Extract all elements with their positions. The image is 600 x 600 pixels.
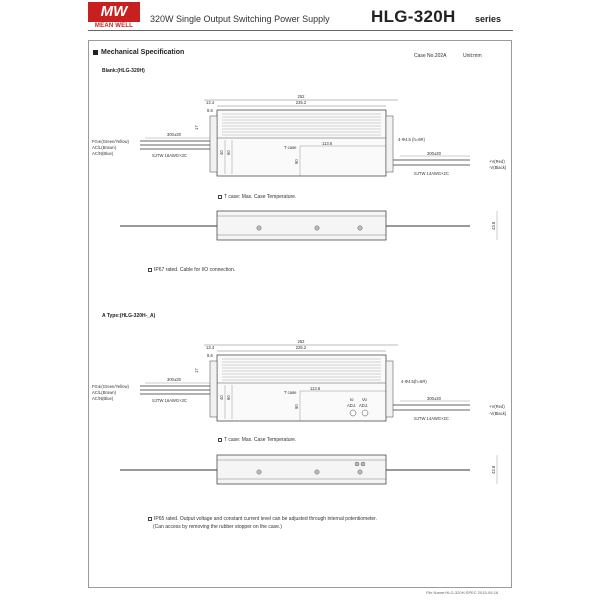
atype-dim-tc: 113.6 — [310, 386, 321, 391]
atype-dim-left: 13.4 — [206, 345, 215, 350]
atype-dim-cable-right: 300±30 — [427, 396, 441, 401]
series-label: series — [475, 14, 502, 24]
unit-label: Unit:mm — [463, 53, 482, 59]
blank-heading: Blank:(HLG-320H) — [102, 68, 145, 74]
atype-note-ip-text: IP65 rated. Output voltage and constant current level can be adjusted through internal potentiometer. — [154, 516, 377, 522]
atype-dim-small: 8.6 — [207, 353, 213, 358]
case-number: Case No.202A — [414, 53, 447, 59]
atype-wire-fg: FG⊕(Green/Yellow) — [92, 384, 129, 389]
blank-note-ip-text: IP67 rated. Cable for I/O connection. — [154, 267, 236, 273]
blank-wire-vplus: +V(Red) — [489, 159, 505, 164]
atype-io-label: Io — [350, 397, 354, 402]
atype-cable-out: SJTW 14AWG×2C — [414, 416, 449, 421]
atype-dim-body: 225.2 — [295, 345, 307, 350]
atype-note-tcase-text: T case: Max. Case Temperature. — [224, 437, 297, 443]
section-title-text: Mechanical Specification — [101, 49, 185, 56]
blank-dim-total: 252 — [297, 94, 305, 99]
blank-dim-cable-left: 300±30 — [167, 132, 181, 137]
logo-mark: MW — [88, 2, 140, 22]
atype-top-view — [92, 339, 507, 421]
atype-io-adj: ADJ. — [347, 403, 357, 408]
atype-dim-40: 40 — [219, 395, 224, 400]
io-pot-icon — [350, 410, 356, 416]
blank-dim-body: 225.2 — [295, 100, 307, 105]
blank-wire-acn: AC/N(Blue) — [92, 151, 114, 156]
model-name: HLG-320H — [371, 7, 456, 26]
blank-dim-90: 90 — [294, 159, 299, 164]
blank-dim-60: 60 — [226, 150, 231, 155]
blank-dim-small: 8.6 — [207, 108, 213, 113]
atype-dim-total: 252 — [297, 339, 305, 344]
atype-note-tcase — [218, 437, 296, 443]
atype-dim-cable-left: 300±30 — [167, 377, 181, 382]
blank-cable-in: SJTW 16AWG×3C — [152, 153, 187, 158]
atype-dim-90: 90 — [294, 404, 299, 409]
logo-wordmark: MEAN WELL — [94, 23, 134, 29]
checkbox-mark-icon — [148, 517, 152, 521]
file-name-footer: File Name:HLG-320H-SPEC 2015-09-16 — [426, 590, 499, 595]
atype-wire-vminus: -V(Black) — [489, 411, 507, 416]
checkbox-mark-icon — [218, 438, 222, 442]
vo-pot-icon — [362, 410, 368, 416]
blank-wire-acl: AC/L(Brown) — [92, 145, 116, 150]
atype-note-ip — [148, 516, 377, 522]
atype-dim-17: 17 — [194, 368, 199, 373]
atype-cable-in: SJTW 16AWG×3C — [152, 398, 187, 403]
document-title: 320W Single Output Switching Power Supply — [150, 14, 330, 24]
atype-heading: A Type:(HLG-320H-_A) — [102, 313, 156, 319]
blank-wire-vminus: -V(Black) — [489, 165, 507, 170]
atype-note-ip2-text: (Can access by removing the rubber stopper on the case.) — [153, 524, 282, 530]
blank-dim-left: 13.4 — [206, 100, 215, 105]
blank-dim-height: 43.8 — [491, 221, 496, 230]
atype-wire-acl: AC/L(Brown) — [92, 390, 116, 395]
atype-wire-vplus: +V(Red) — [489, 404, 505, 409]
atype-dim-hole: 4-Φ4.5(h=6R) — [401, 379, 427, 384]
checkbox-mark-icon — [218, 195, 222, 199]
blank-dim-tc: 113.6 — [322, 141, 333, 146]
atype-side-view — [120, 455, 497, 484]
blank-cable-out: SJTW 14AWG×2C — [414, 171, 449, 176]
atype-note-ip2 — [153, 524, 282, 530]
blank-dim-hole: 4-Φ4.5 (h=6R) — [398, 137, 425, 142]
atype-dim-60: 60 — [226, 395, 231, 400]
blank-dim-17: 17 — [194, 125, 199, 130]
atype-vo-label: Vo — [362, 397, 367, 402]
checkbox-mark-icon — [148, 268, 152, 272]
blank-side-view — [120, 211, 497, 240]
atype-tcase: T case — [284, 390, 297, 395]
atype-dim-height: 43.8 — [491, 465, 496, 474]
blank-dim-cable-right: 300±30 — [427, 151, 441, 156]
blank-wire-fg: FG⊕(Green/Yellow) — [92, 139, 129, 144]
atype-wire-acn: AC/N(Blue) — [92, 396, 114, 401]
blank-top-view — [92, 94, 507, 176]
blank-note-tcase-text: T case: Max. Case Temperature. — [224, 194, 297, 200]
blank-note-tcase — [218, 194, 296, 200]
blank-dim-40: 40 — [219, 150, 224, 155]
atype-vo-adj: ADJ. — [359, 403, 369, 408]
blank-note-ip — [148, 267, 235, 273]
blank-tcase: T case — [284, 145, 297, 150]
